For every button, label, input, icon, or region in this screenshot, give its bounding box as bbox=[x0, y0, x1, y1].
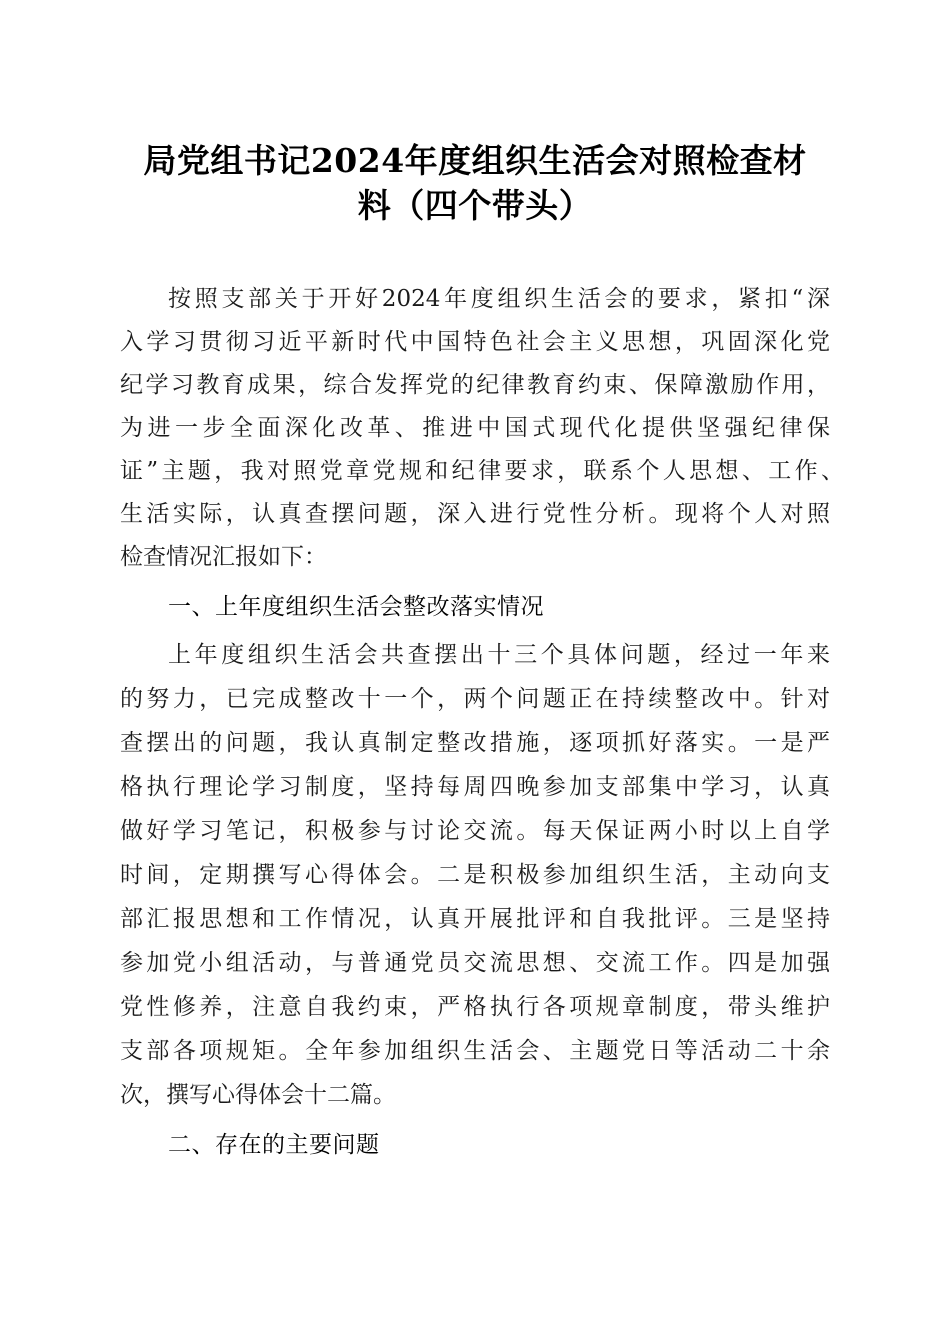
section-1-line-11: 次，撰写心得体会十二篇。 bbox=[120, 1082, 396, 1108]
intro-line-5: 证”主题，我对照党章党规和纪律要求，联系个人思想、工作、 bbox=[120, 458, 844, 484]
section-1-line-7: 部汇报思想和工作情况，认真开展批评和自我批评。三是坚持 bbox=[120, 906, 830, 932]
intro-line-4: 为进一步全面深化改革、推进中国式现代化提供坚强纪律保 bbox=[120, 415, 830, 441]
intro-line-2: 入学习贯彻习近平新时代中国特色社会主义思想，巩固深化党 bbox=[120, 329, 830, 355]
intro-line-3: 纪学习教育成果，综合发挥党的纪律教育约束、保障激励作用， bbox=[120, 372, 830, 398]
section-1-line-2: 的努力，已完成整改十一个，两个问题正在持续整改中。针对 bbox=[120, 686, 830, 712]
document-title-line-1: 局党组书记2024年度组织生活会对照检查材 bbox=[143, 141, 807, 180]
intro-line-7: 检查情况汇报如下： bbox=[120, 544, 327, 570]
section-1-heading: 一、上年度组织生活会整改落实情况 bbox=[168, 594, 544, 620]
intro-line-6: 生活实际，认真查摆问题，深入进行党性分析。现将个人对照 bbox=[120, 501, 830, 527]
section-1-line-5: 做好学习笔记，积极参与讨论交流。每天保证两小时以上自学 bbox=[120, 818, 830, 844]
section-1-line-1: 上年度组织生活会共查摆出十三个具体问题，经过一年来 bbox=[168, 642, 830, 668]
section-1-line-10: 支部各项规矩。全年参加组织生活会、主题党日等活动二十余 bbox=[120, 1038, 830, 1064]
section-1-line-4: 格执行理论学习制度，坚持每周四晚参加支部集中学习，认真 bbox=[120, 774, 830, 800]
section-2-heading: 二、存在的主要问题 bbox=[168, 1132, 380, 1158]
section-1-line-6: 时间，定期撰写心得体会。二是积极参加组织生活，主动向支 bbox=[120, 862, 830, 888]
section-1-line-9: 党性修养，注意自我约束，严格执行各项规章制度，带头维护 bbox=[120, 994, 830, 1020]
section-1-line-8: 参加党小组活动，与普通党员交流思想、交流工作。四是加强 bbox=[120, 950, 830, 976]
section-1-line-3: 查摆出的问题，我认真制定整改措施，逐项抓好落实。一是严 bbox=[120, 730, 830, 756]
document-title-line-2: 料（四个带头） bbox=[357, 186, 593, 225]
intro-line-1: 按照支部关于开好2024年度组织生活会的要求，紧扣“深 bbox=[168, 286, 830, 312]
